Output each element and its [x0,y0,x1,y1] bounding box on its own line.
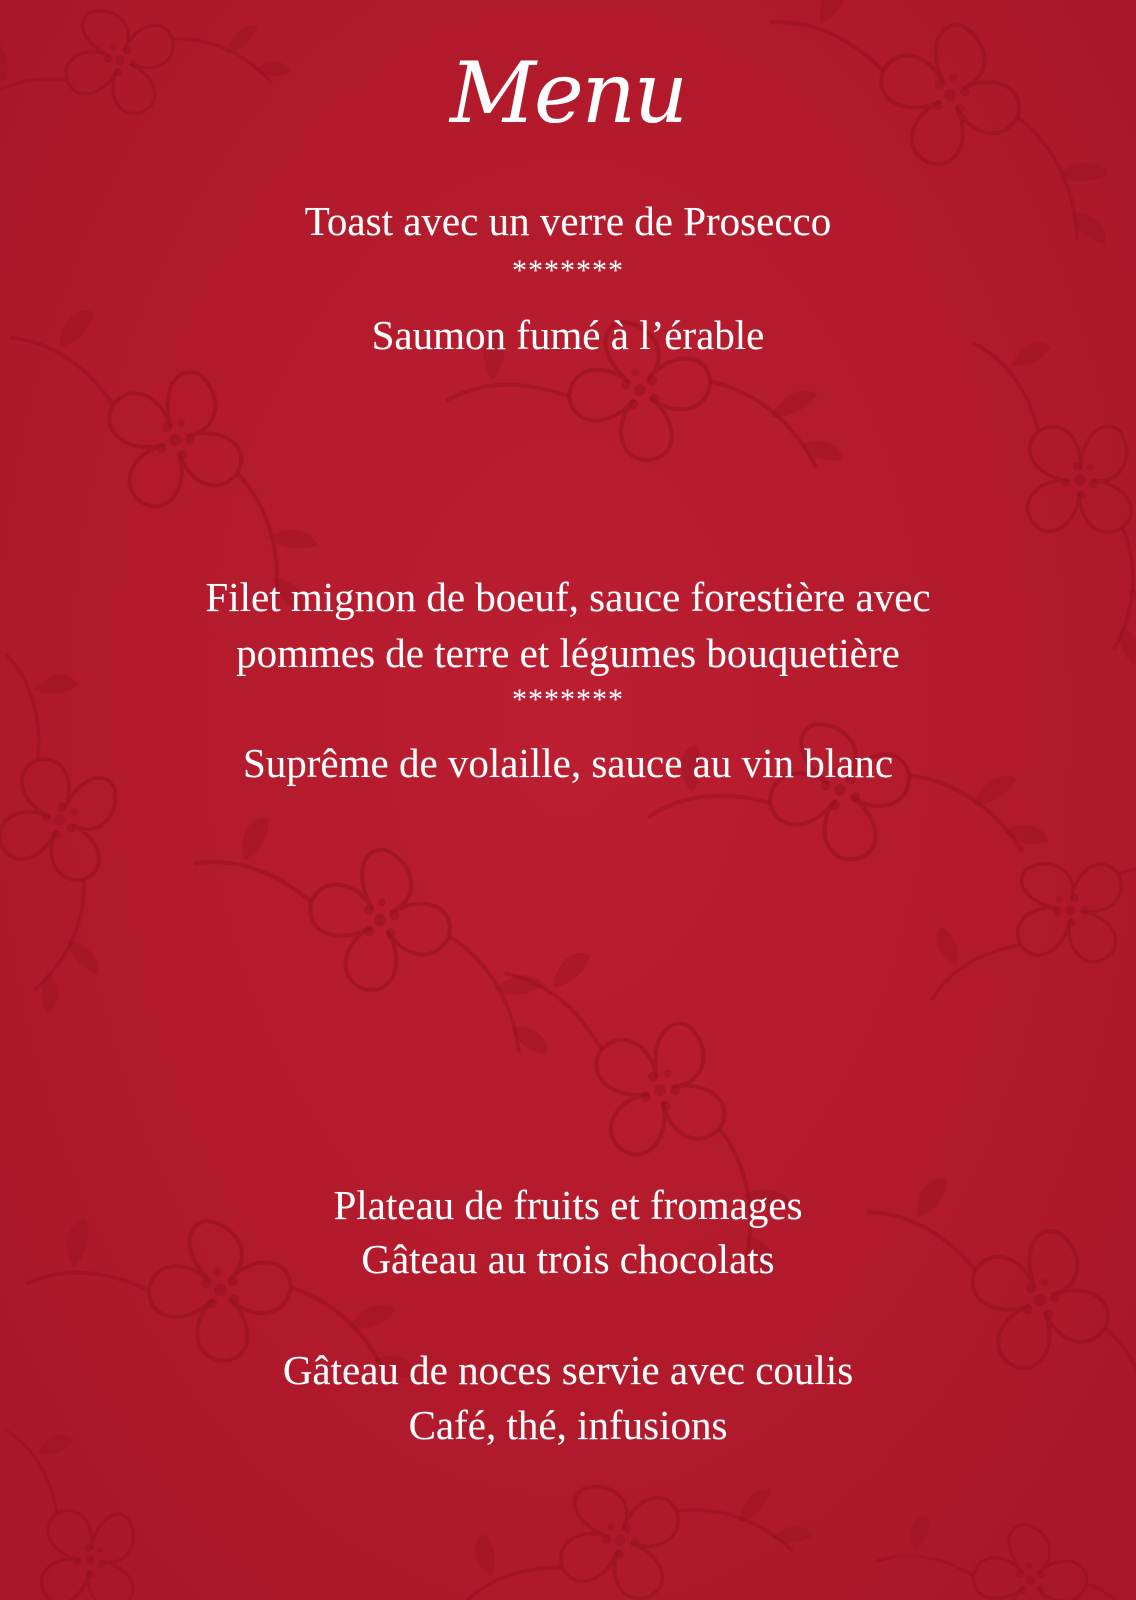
main-course-alternative: Suprême de volaille, sauce au vin blanc [242,740,894,786]
dessert-line1: Plateau de fruits et fromages [333,1182,803,1228]
starter-item: Toast avec un verre de Prosecco [304,198,832,244]
main-course-line2: pommes de terre et légumes bouquetière [236,630,900,676]
main-course-line1: Filet mignon de boeuf, sauce forestière avec [205,574,931,620]
menu-title: Menu [450,44,686,142]
dessert-line2: Gâteau au trois chocolats [361,1236,775,1282]
wedding-cake-line: Gâteau de noces servie avec coulis [282,1347,854,1393]
appetizer-item: Saumon fumé à l’érable [371,312,765,358]
main-course-separator: ******* [512,683,624,716]
beverages-line: Café, thé, infusions [408,1402,728,1448]
course-separator: ******* [512,254,624,287]
